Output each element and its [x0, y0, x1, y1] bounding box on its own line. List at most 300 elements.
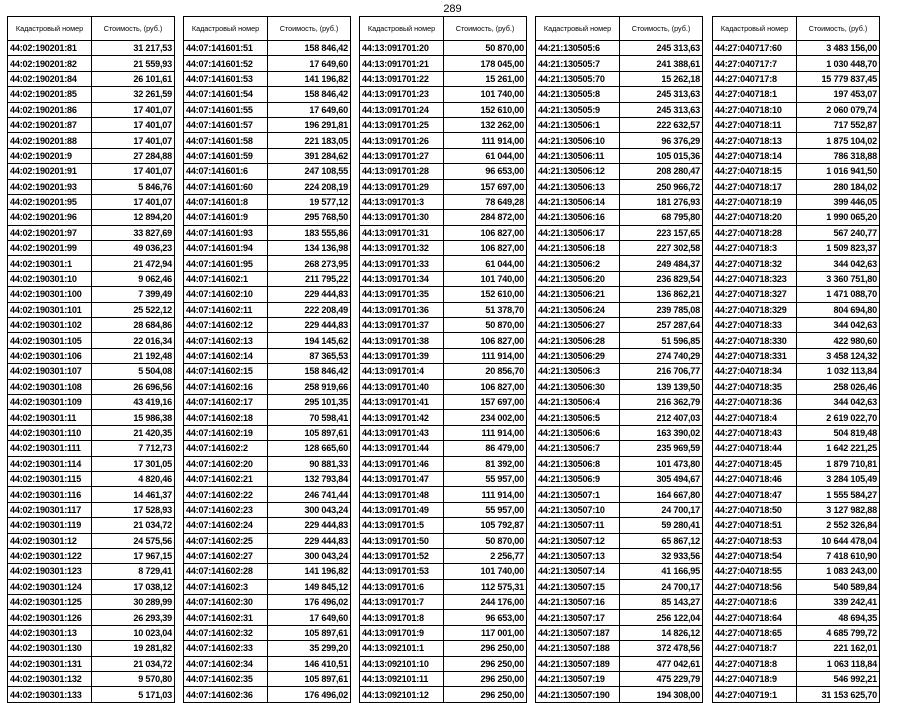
cadastral-number-cell: 44:27:040718:36 [713, 394, 797, 409]
cadastral-number-cell: 44:07:141601:59 [184, 148, 268, 163]
cost-cell: 158 846,42 [268, 41, 351, 56]
cost-cell: 268 273,95 [268, 256, 351, 271]
table-row [536, 71, 703, 86]
table-row [713, 71, 880, 86]
cost-cell: 546 992,21 [797, 672, 880, 687]
cost-cell: 2 256,77 [444, 548, 527, 563]
table-row [184, 579, 351, 594]
cadastral-number-cell: 44:27:040719:1 [713, 687, 797, 702]
cost-cell: 8 729,41 [92, 564, 175, 579]
cost-cell: 152 610,00 [444, 287, 527, 302]
cadastral-number-cell: 44:02:190301:13 [8, 625, 92, 640]
cadastral-number-cell: 44:13:091701:47 [360, 471, 444, 486]
table-row [8, 425, 175, 440]
cadastral-number-cell: 44:13:091701:43 [360, 425, 444, 440]
cadastral-number-cell: 44:27:040718:50 [713, 502, 797, 517]
cadastral-number-cell: 44:13:091701:3 [360, 194, 444, 209]
cadastral-number-cell: 44:07:141601:94 [184, 241, 268, 256]
table-row [360, 41, 527, 56]
cost-cell: 7 399,49 [92, 287, 175, 302]
cadastral-number-cell: 44:02:190301:1 [8, 256, 92, 271]
cadastral-number-cell: 44:07:141601:8 [184, 194, 268, 209]
table-row [8, 179, 175, 194]
table-row [8, 564, 175, 579]
table-row [536, 394, 703, 409]
table-row [536, 241, 703, 256]
table-row [184, 518, 351, 533]
cost-cell: 15 261,00 [444, 71, 527, 86]
table-row [8, 394, 175, 409]
table-row [360, 487, 527, 502]
cadastral-number-cell: 44:07:141602:25 [184, 533, 268, 548]
table-row [360, 364, 527, 379]
cost-cell: 9 570,80 [92, 672, 175, 687]
cost-cell: 141 196,82 [268, 71, 351, 86]
cost-cell: 31 153 625,70 [797, 687, 880, 702]
cost-cell: 1 063 118,84 [797, 656, 880, 671]
table-row [713, 394, 880, 409]
table-row [713, 548, 880, 563]
table-row [184, 672, 351, 687]
cadastral-number-cell: 44:02:190201:82 [8, 56, 92, 71]
cadastral-number-cell: 44:02:190301:122 [8, 548, 92, 563]
cost-cell: 10 023,04 [92, 625, 175, 640]
cost-cell: 280 184,02 [797, 179, 880, 194]
table-row [8, 518, 175, 533]
cost-cell: 1 016 941,50 [797, 164, 880, 179]
cadastral-number-cell: 44:13:091701:28 [360, 164, 444, 179]
cost-cell: 96 653,00 [444, 164, 527, 179]
cost-cell: 157 697,00 [444, 179, 527, 194]
cadastral-number-cell: 44:21:130506:18 [536, 241, 620, 256]
table-row [360, 564, 527, 579]
cadastral-number-cell: 44:02:190201:81 [8, 41, 92, 56]
cadastral-number-header: Кадастровый номер [713, 17, 797, 41]
cadastral-number-cell: 44:07:141602:30 [184, 595, 268, 610]
cost-cell: 247 108,55 [268, 164, 351, 179]
table-row [8, 533, 175, 548]
table-row [360, 394, 527, 409]
table-row [536, 687, 703, 702]
cadastral-number-cell: 44:27:040718:11 [713, 117, 797, 132]
table-row [184, 271, 351, 286]
cadastral-number-cell: 44:13:091701:41 [360, 394, 444, 409]
cost-cell: 1 471 088,70 [797, 287, 880, 302]
cadastral-number-cell: 44:07:141601:93 [184, 225, 268, 240]
cadastral-number-cell: 44:21:130505:9 [536, 102, 620, 117]
cost-cell: 2 552 326,84 [797, 518, 880, 533]
cost-cell: 804 694,80 [797, 302, 880, 317]
table-row [184, 241, 351, 256]
table-row [536, 364, 703, 379]
cost-cell: 229 444,83 [268, 318, 351, 333]
cadastral-number-cell: 44:21:130507:13 [536, 548, 620, 563]
cost-cell: 106 827,00 [444, 225, 527, 240]
cadastral-number-cell: 44:07:141601:53 [184, 71, 268, 86]
cadastral-number-cell: 44:13:091701:8 [360, 610, 444, 625]
cadastral-number-cell: 44:13:091701:48 [360, 487, 444, 502]
cost-cell: 540 589,84 [797, 579, 880, 594]
cadastral-number-cell: 44:13:091701:37 [360, 318, 444, 333]
cadastral-number-cell: 44:02:190201:87 [8, 117, 92, 132]
table-row [536, 487, 703, 502]
cadastral-number-cell: 44:02:190301:107 [8, 364, 92, 379]
cost-cell: 211 795,22 [268, 271, 351, 286]
cadastral-number-cell: 44:07:141602:27 [184, 548, 268, 563]
table-row [713, 518, 880, 533]
table-row [8, 210, 175, 225]
cost-cell: 3 127 982,88 [797, 502, 880, 517]
table-row [536, 579, 703, 594]
table-row [360, 595, 527, 610]
cost-cell: 163 390,02 [620, 425, 703, 440]
cost-cell: 85 143,27 [620, 595, 703, 610]
table-row [184, 625, 351, 640]
cadastral-number-cell: 44:21:130506:12 [536, 164, 620, 179]
cadastral-number-cell: 44:07:141602:1 [184, 271, 268, 286]
table-row [8, 687, 175, 702]
cost-cell: 344 042,63 [797, 256, 880, 271]
cost-cell: 1 083 243,00 [797, 564, 880, 579]
cost-cell: 139 139,50 [620, 379, 703, 394]
cost-cell: 256 122,04 [620, 610, 703, 625]
cost-cell: 274 740,29 [620, 348, 703, 363]
cadastral-number-cell: 44:27:040718:10 [713, 102, 797, 117]
table-row [713, 425, 880, 440]
cost-cell: 245 313,63 [620, 102, 703, 117]
table-row [713, 256, 880, 271]
table-row [184, 102, 351, 117]
table-row [536, 102, 703, 117]
table-row [713, 148, 880, 163]
cadastral-number-cell: 44:02:190201:9 [8, 148, 92, 163]
table-row [713, 641, 880, 656]
cost-cell: 24 575,56 [92, 533, 175, 548]
cadastral-number-cell: 44:07:141601:58 [184, 133, 268, 148]
table-row [184, 148, 351, 163]
table-row [536, 179, 703, 194]
cadastral-number-cell: 44:27:040718:327 [713, 287, 797, 302]
cadastral-number-cell: 44:02:190301:10 [8, 271, 92, 286]
cost-cell: 105 897,61 [268, 625, 351, 640]
cadastral-number-cell: 44:21:130506:8 [536, 456, 620, 471]
cost-cell: 105 015,36 [620, 148, 703, 163]
cadastral-number-cell: 44:02:190301:126 [8, 610, 92, 625]
table-row [184, 564, 351, 579]
cadastral-number-cell: 44:21:130507:187 [536, 625, 620, 640]
table-row [536, 348, 703, 363]
cadastral-number-cell: 44:13:091701:44 [360, 441, 444, 456]
cadastral-number-cell: 44:21:130505:6 [536, 41, 620, 56]
table-row [536, 595, 703, 610]
cost-cell: 194 308,00 [620, 687, 703, 702]
cost-cell: 17 401,07 [92, 102, 175, 117]
cost-cell: 17 401,07 [92, 133, 175, 148]
table-row [184, 348, 351, 363]
table-row [8, 194, 175, 209]
cost-header: Стоимость, (руб.) [797, 17, 880, 41]
cost-cell: 176 496,02 [268, 687, 351, 702]
cost-cell: 111 914,00 [444, 425, 527, 440]
cost-cell: 241 388,61 [620, 56, 703, 71]
table-row [713, 179, 880, 194]
cost-cell: 7 712,73 [92, 441, 175, 456]
table-row [8, 364, 175, 379]
cadastral-number-cell: 44:27:040718:14 [713, 148, 797, 163]
cost-cell: 134 136,98 [268, 241, 351, 256]
table-row [713, 348, 880, 363]
cadastral-number-cell: 44:02:190201:86 [8, 102, 92, 117]
cost-cell: 106 827,00 [444, 333, 527, 348]
table-row [8, 148, 175, 163]
table-row [184, 41, 351, 56]
cadastral-number-cell: 44:27:040718:46 [713, 471, 797, 486]
table-row [360, 641, 527, 656]
cadastral-number-cell: 44:02:190301:123 [8, 564, 92, 579]
cost-cell: 21 034,72 [92, 656, 175, 671]
cadastral-number-cell: 44:07:141601:95 [184, 256, 268, 271]
table-row [713, 318, 880, 333]
table-row [360, 133, 527, 148]
cost-cell: 111 914,00 [444, 133, 527, 148]
table-row [184, 87, 351, 102]
table-row [184, 225, 351, 240]
cadastral-number-cell: 44:07:141601:55 [184, 102, 268, 117]
cadastral-number-cell: 44:07:141602:32 [184, 625, 268, 640]
cadastral-number-cell: 44:07:141601:9 [184, 210, 268, 225]
table-row [360, 379, 527, 394]
cadastral-number-cell: 44:02:190201:93 [8, 179, 92, 194]
table-row [713, 210, 880, 225]
header-row [536, 17, 703, 41]
table-row [8, 318, 175, 333]
cadastral-number-cell: 44:07:141602:24 [184, 518, 268, 533]
table-row [360, 533, 527, 548]
table-row [713, 102, 880, 117]
cadastral-number-cell: 44:07:141602:36 [184, 687, 268, 702]
cost-cell: 212 407,03 [620, 410, 703, 425]
cost-cell: 258 026,46 [797, 379, 880, 394]
table-row [536, 410, 703, 425]
cost-cell: 101 740,00 [444, 87, 527, 102]
cost-cell: 717 552,87 [797, 117, 880, 132]
cadastral-number-cell: 44:27:040718:329 [713, 302, 797, 317]
cost-cell: 1 555 584,27 [797, 487, 880, 502]
cost-cell: 101 740,00 [444, 271, 527, 286]
table-row [536, 117, 703, 132]
cadastre-table-3 [359, 16, 527, 703]
table-row [713, 672, 880, 687]
table-row [184, 179, 351, 194]
table-row [8, 256, 175, 271]
table-row [536, 441, 703, 456]
cadastral-number-cell: 44:27:040718:6 [713, 595, 797, 610]
cadastral-number-cell: 44:27:040718:4 [713, 410, 797, 425]
cadastral-number-cell: 44:27:040718:331 [713, 348, 797, 363]
cost-cell: 17 401,07 [92, 194, 175, 209]
cadastral-number-cell: 44:13:092101:1 [360, 641, 444, 656]
table-row [360, 71, 527, 86]
cadastral-number-cell: 44:27:040717:7 [713, 56, 797, 71]
cadastral-number-cell: 44:02:190201:96 [8, 210, 92, 225]
cadastral-number-cell: 44:27:040718:33 [713, 318, 797, 333]
cost-cell: 32 261,59 [92, 87, 175, 102]
cost-cell: 31 217,53 [92, 41, 175, 56]
cadastral-number-cell: 44:13:092101:11 [360, 672, 444, 687]
cost-cell: 2 619 022,70 [797, 410, 880, 425]
cost-cell: 90 881,33 [268, 456, 351, 471]
cost-cell: 149 845,12 [268, 579, 351, 594]
cadastral-number-cell: 44:21:130507:190 [536, 687, 620, 702]
cost-cell: 236 829,54 [620, 271, 703, 286]
cadastral-number-cell: 44:27:040718:19 [713, 194, 797, 209]
cadastre-table-2 [183, 16, 351, 703]
table-row [360, 87, 527, 102]
table-row [8, 87, 175, 102]
cost-cell: 181 276,93 [620, 194, 703, 209]
cadastral-number-cell: 44:21:130506:11 [536, 148, 620, 163]
cadastral-number-cell: 44:21:130506:3 [536, 364, 620, 379]
cadastral-number-cell: 44:02:190301:11 [8, 410, 92, 425]
cost-cell: 234 002,00 [444, 410, 527, 425]
cadastral-number-cell: 44:27:040718:323 [713, 271, 797, 286]
table-row [713, 41, 880, 56]
table-row [536, 641, 703, 656]
cadastral-number-cell: 44:27:040718:47 [713, 487, 797, 502]
cost-cell: 176 496,02 [268, 595, 351, 610]
cost-cell: 24 700,17 [620, 502, 703, 517]
table-row [713, 194, 880, 209]
cadastral-number-cell: 44:27:040718:34 [713, 364, 797, 379]
cadastral-number-cell: 44:07:141601:57 [184, 117, 268, 132]
table-row [184, 56, 351, 71]
cadastral-number-cell: 44:27:040718:1 [713, 87, 797, 102]
table-row [713, 471, 880, 486]
cost-cell: 786 318,88 [797, 148, 880, 163]
cost-cell: 68 795,80 [620, 210, 703, 225]
cost-cell: 239 785,08 [620, 302, 703, 317]
cost-cell: 224 208,19 [268, 179, 351, 194]
table-row [360, 687, 527, 702]
cost-cell: 246 741,44 [268, 487, 351, 502]
cadastral-number-cell: 44:13:091701:52 [360, 548, 444, 563]
table-row [360, 318, 527, 333]
table-row [8, 164, 175, 179]
table-row [713, 656, 880, 671]
cadastral-number-cell: 44:13:091701:29 [360, 179, 444, 194]
table-row [184, 302, 351, 317]
header-row [8, 17, 175, 41]
cadastral-number-cell: 44:21:130506:14 [536, 194, 620, 209]
cost-cell: 222 632,57 [620, 117, 703, 132]
table-row [713, 625, 880, 640]
table-row [713, 364, 880, 379]
cadastral-number-cell: 44:27:040718:44 [713, 441, 797, 456]
cadastral-number-cell: 44:13:091701:9 [360, 625, 444, 640]
cost-cell: 61 044,00 [444, 256, 527, 271]
cadastral-number-cell: 44:21:130506:4 [536, 394, 620, 409]
table-row [536, 610, 703, 625]
cadastral-number-cell: 44:02:190301:131 [8, 656, 92, 671]
cadastral-number-cell: 44:27:040718:20 [713, 210, 797, 225]
table-row [8, 441, 175, 456]
cost-cell: 21 034,72 [92, 518, 175, 533]
table-row [184, 287, 351, 302]
cadastral-number-cell: 44:13:091701:49 [360, 502, 444, 517]
cost-cell: 2 060 079,74 [797, 102, 880, 117]
cost-cell: 55 957,00 [444, 471, 527, 486]
cost-cell: 258 919,66 [268, 379, 351, 394]
cadastral-number-cell: 44:27:040718:64 [713, 610, 797, 625]
cost-cell: 21 192,48 [92, 348, 175, 363]
cadastral-number-cell: 44:13:091701:26 [360, 133, 444, 148]
cadastral-number-cell: 44:02:190301:109 [8, 394, 92, 409]
cost-cell: 14 461,37 [92, 487, 175, 502]
cadastral-number-cell: 44:21:130507:188 [536, 641, 620, 656]
table-row [8, 456, 175, 471]
cost-cell: 152 610,00 [444, 102, 527, 117]
cost-cell: 221 183,05 [268, 133, 351, 148]
cost-cell: 51 378,70 [444, 302, 527, 317]
cost-cell: 5 846,76 [92, 179, 175, 194]
cadastral-number-cell: 44:07:141602:14 [184, 348, 268, 363]
cost-cell: 372 478,56 [620, 641, 703, 656]
cadastral-number-cell: 44:02:190301:102 [8, 318, 92, 333]
cadastral-number-cell: 44:27:040718:55 [713, 564, 797, 579]
cadastral-number-header: Кадастровый номер [360, 17, 444, 41]
cadastral-number-cell: 44:21:130505:8 [536, 87, 620, 102]
cadastral-number-cell: 44:27:040718:51 [713, 518, 797, 533]
table-row [713, 579, 880, 594]
cadastral-number-cell: 44:07:141602:23 [184, 502, 268, 517]
cadastral-number-cell: 44:21:130506:21 [536, 287, 620, 302]
cost-cell: 229 444,83 [268, 518, 351, 533]
table-row [536, 133, 703, 148]
table-row [8, 133, 175, 148]
cost-cell: 48 694,35 [797, 610, 880, 625]
table-row [713, 87, 880, 102]
cost-cell: 17 038,12 [92, 579, 175, 594]
table-row [713, 564, 880, 579]
cost-cell: 17 301,05 [92, 456, 175, 471]
cost-cell: 344 042,63 [797, 318, 880, 333]
table-row [184, 71, 351, 86]
cadastral-number-cell: 44:07:141602:11 [184, 302, 268, 317]
cost-cell: 55 957,00 [444, 502, 527, 517]
cost-header: Стоимость, (руб.) [444, 17, 527, 41]
cost-cell: 111 914,00 [444, 487, 527, 502]
table-row [184, 656, 351, 671]
table-row [536, 518, 703, 533]
cost-cell: 1 879 710,81 [797, 456, 880, 471]
cost-cell: 229 444,83 [268, 533, 351, 548]
cost-cell: 106 827,00 [444, 241, 527, 256]
table-row [713, 333, 880, 348]
cadastral-number-cell: 44:13:091701:35 [360, 287, 444, 302]
cadastral-number-header: Кадастровый номер [536, 17, 620, 41]
table-row [360, 102, 527, 117]
header-row [713, 17, 880, 41]
cost-cell: 245 313,63 [620, 41, 703, 56]
cost-cell: 284 872,00 [444, 210, 527, 225]
table-row [8, 410, 175, 425]
cadastral-number-cell: 44:21:130506:27 [536, 318, 620, 333]
cadastral-number-cell: 44:07:141602:10 [184, 287, 268, 302]
cost-cell: 59 280,41 [620, 518, 703, 533]
cadastral-number-cell: 44:07:141602:17 [184, 394, 268, 409]
table-row [536, 379, 703, 394]
cadastral-number-cell: 44:07:141602:3 [184, 579, 268, 594]
